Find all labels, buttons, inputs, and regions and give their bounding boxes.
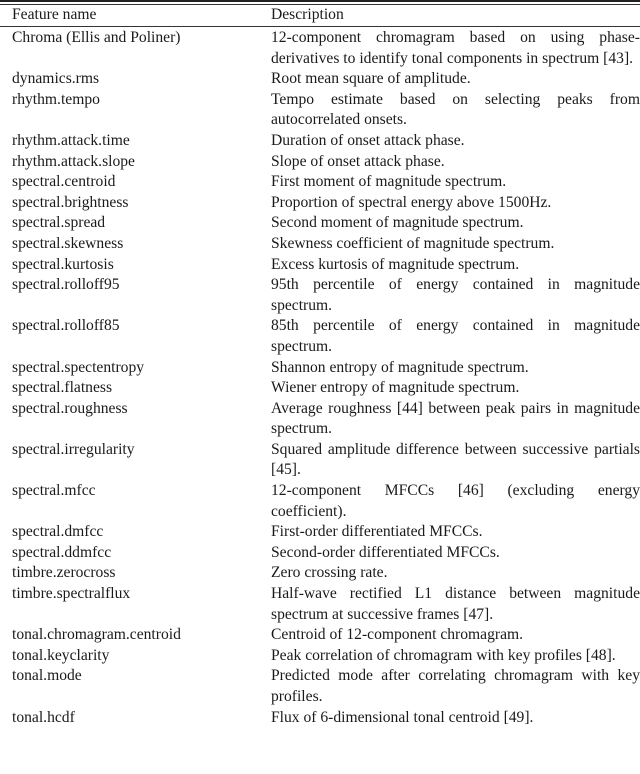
description-cell: Squared amplitude difference between successive partials [45]. <box>271 440 640 479</box>
table-row <box>0 152 640 173</box>
feature-name-cell: timbre.zerocross <box>12 564 116 582</box>
table-row <box>0 522 640 543</box>
table-row <box>0 543 640 564</box>
description-cell: Tempo estimate based on selecting peaks from autocorrelated onsets. <box>271 90 640 129</box>
feature-name-cell: spectral.skewness <box>12 234 124 252</box>
description-cell: Predicted mode after correlating chromagram with key profiles. <box>271 667 640 705</box>
column-header-feature-name: Feature name <box>12 6 97 23</box>
description-cell: Slope of onset attack phase. <box>271 152 445 170</box>
description-cell: Duration of onset attack phase. <box>271 131 465 149</box>
feature-table <box>0 5 640 728</box>
table-row <box>0 131 640 152</box>
feature-name-cell: spectral.kurtosis <box>12 255 114 273</box>
description-cell: Average roughness [44] between peak pairs in magnitude spectrum. <box>271 399 640 438</box>
description-cell: First-order differentiated MFCCs. <box>271 523 483 541</box>
table-row <box>0 378 640 399</box>
table-row <box>0 666 640 707</box>
description-cell: Flux of 6-dimensional tonal centroid [49]. <box>271 708 534 726</box>
table-row <box>0 358 640 379</box>
description-cell: First moment of magnitude spectrum. <box>271 173 507 191</box>
table-row <box>0 481 640 522</box>
feature-name-cell: spectral.flatness <box>12 379 113 397</box>
feature-name-cell: tonal.chromagram.centroid <box>12 626 181 644</box>
table-row <box>0 708 640 729</box>
feature-name-cell: tonal.hcdf <box>12 708 75 726</box>
description-cell: 12-component MFCCs [46] (excluding energy coefficient). <box>271 482 640 520</box>
feature-name-cell: tonal.keyclarity <box>12 646 110 664</box>
table-row <box>0 275 640 316</box>
feature-name-cell: spectral.irregularity <box>12 440 135 458</box>
description-cell: Zero crossing rate. <box>271 564 388 582</box>
description-cell: Second moment of magnitude spectrum. <box>271 214 524 232</box>
description-cell: Wiener entropy of magnitude spectrum. <box>271 379 520 397</box>
feature-name-cell: spectral.rolloff85 <box>12 317 120 335</box>
feature-name-cell: spectral.rolloff95 <box>12 276 120 294</box>
feature-name-cell: spectral.roughness <box>12 399 128 417</box>
feature-name-cell: rhythm.tempo <box>12 90 100 108</box>
table-row <box>0 234 640 255</box>
table-row <box>0 193 640 214</box>
feature-name-cell: spectral.dmfcc <box>12 523 104 541</box>
description-cell: Excess kurtosis of magnitude spectrum. <box>271 255 520 273</box>
table-row <box>0 90 640 131</box>
column-header-description: Description <box>271 6 344 23</box>
feature-name-cell: spectral.centroid <box>12 173 116 191</box>
table-row <box>0 172 640 193</box>
feature-name-cell: spectral.ddmfcc <box>12 543 112 561</box>
description-cell: 85th percentile of energy contained in magnitude spectrum. <box>271 317 640 355</box>
description-cell: Centroid of 12-component chromagram. <box>271 626 524 644</box>
table-row <box>0 646 640 667</box>
description-cell: 12-component chromagram based on using phase-derivatives to identify tonal components in spectrum [43]. <box>271 29 640 67</box>
header-row <box>0 5 640 27</box>
description-cell: Root mean square of amplitude. <box>271 70 471 88</box>
feature-name-cell: Chroma (Ellis and Poliner) <box>12 29 181 46</box>
description-cell: Shannon entropy of magnitude spectrum. <box>271 358 529 376</box>
feature-name-cell: rhythm.attack.slope <box>12 152 135 170</box>
feature-name-cell: spectral.spread <box>12 214 106 232</box>
feature-name-cell: spectral.mfcc <box>12 482 96 500</box>
feature-name-cell: timbre.spectralflux <box>12 585 131 603</box>
table-body <box>0 27 640 728</box>
table-row <box>0 399 640 440</box>
feature-name-cell: dynamics.rms <box>12 70 100 88</box>
table-row <box>0 27 640 69</box>
table-row <box>0 625 640 646</box>
description-cell: Proportion of spectral energy above 1500Hz. <box>271 193 552 211</box>
feature-name-cell: spectral.brightness <box>12 193 129 211</box>
table-row <box>0 316 640 357</box>
table-row <box>0 69 640 90</box>
table-row <box>0 440 640 481</box>
table-row <box>0 584 640 625</box>
feature-name-cell: spectral.spectentropy <box>12 358 145 376</box>
table-row <box>0 213 640 234</box>
feature-name-cell: rhythm.attack.time <box>12 131 130 149</box>
description-cell: Peak correlation of chromagram with key profiles [48]. <box>271 646 616 664</box>
description-cell: Second-order differentiated MFCCs. <box>271 543 500 561</box>
top-rule-thick <box>0 0 640 2</box>
feature-name-cell: tonal.mode <box>12 667 82 685</box>
description-cell: 95th percentile of energy contained in magnitude spectrum. <box>271 276 640 314</box>
table-row <box>0 255 640 276</box>
table-row <box>0 563 640 584</box>
description-cell: Skewness coefficient of magnitude spectrum. <box>271 234 555 252</box>
description-cell: Half-wave rectified L1 distance between magnitude spectrum at successive frames [47]. <box>271 585 640 623</box>
